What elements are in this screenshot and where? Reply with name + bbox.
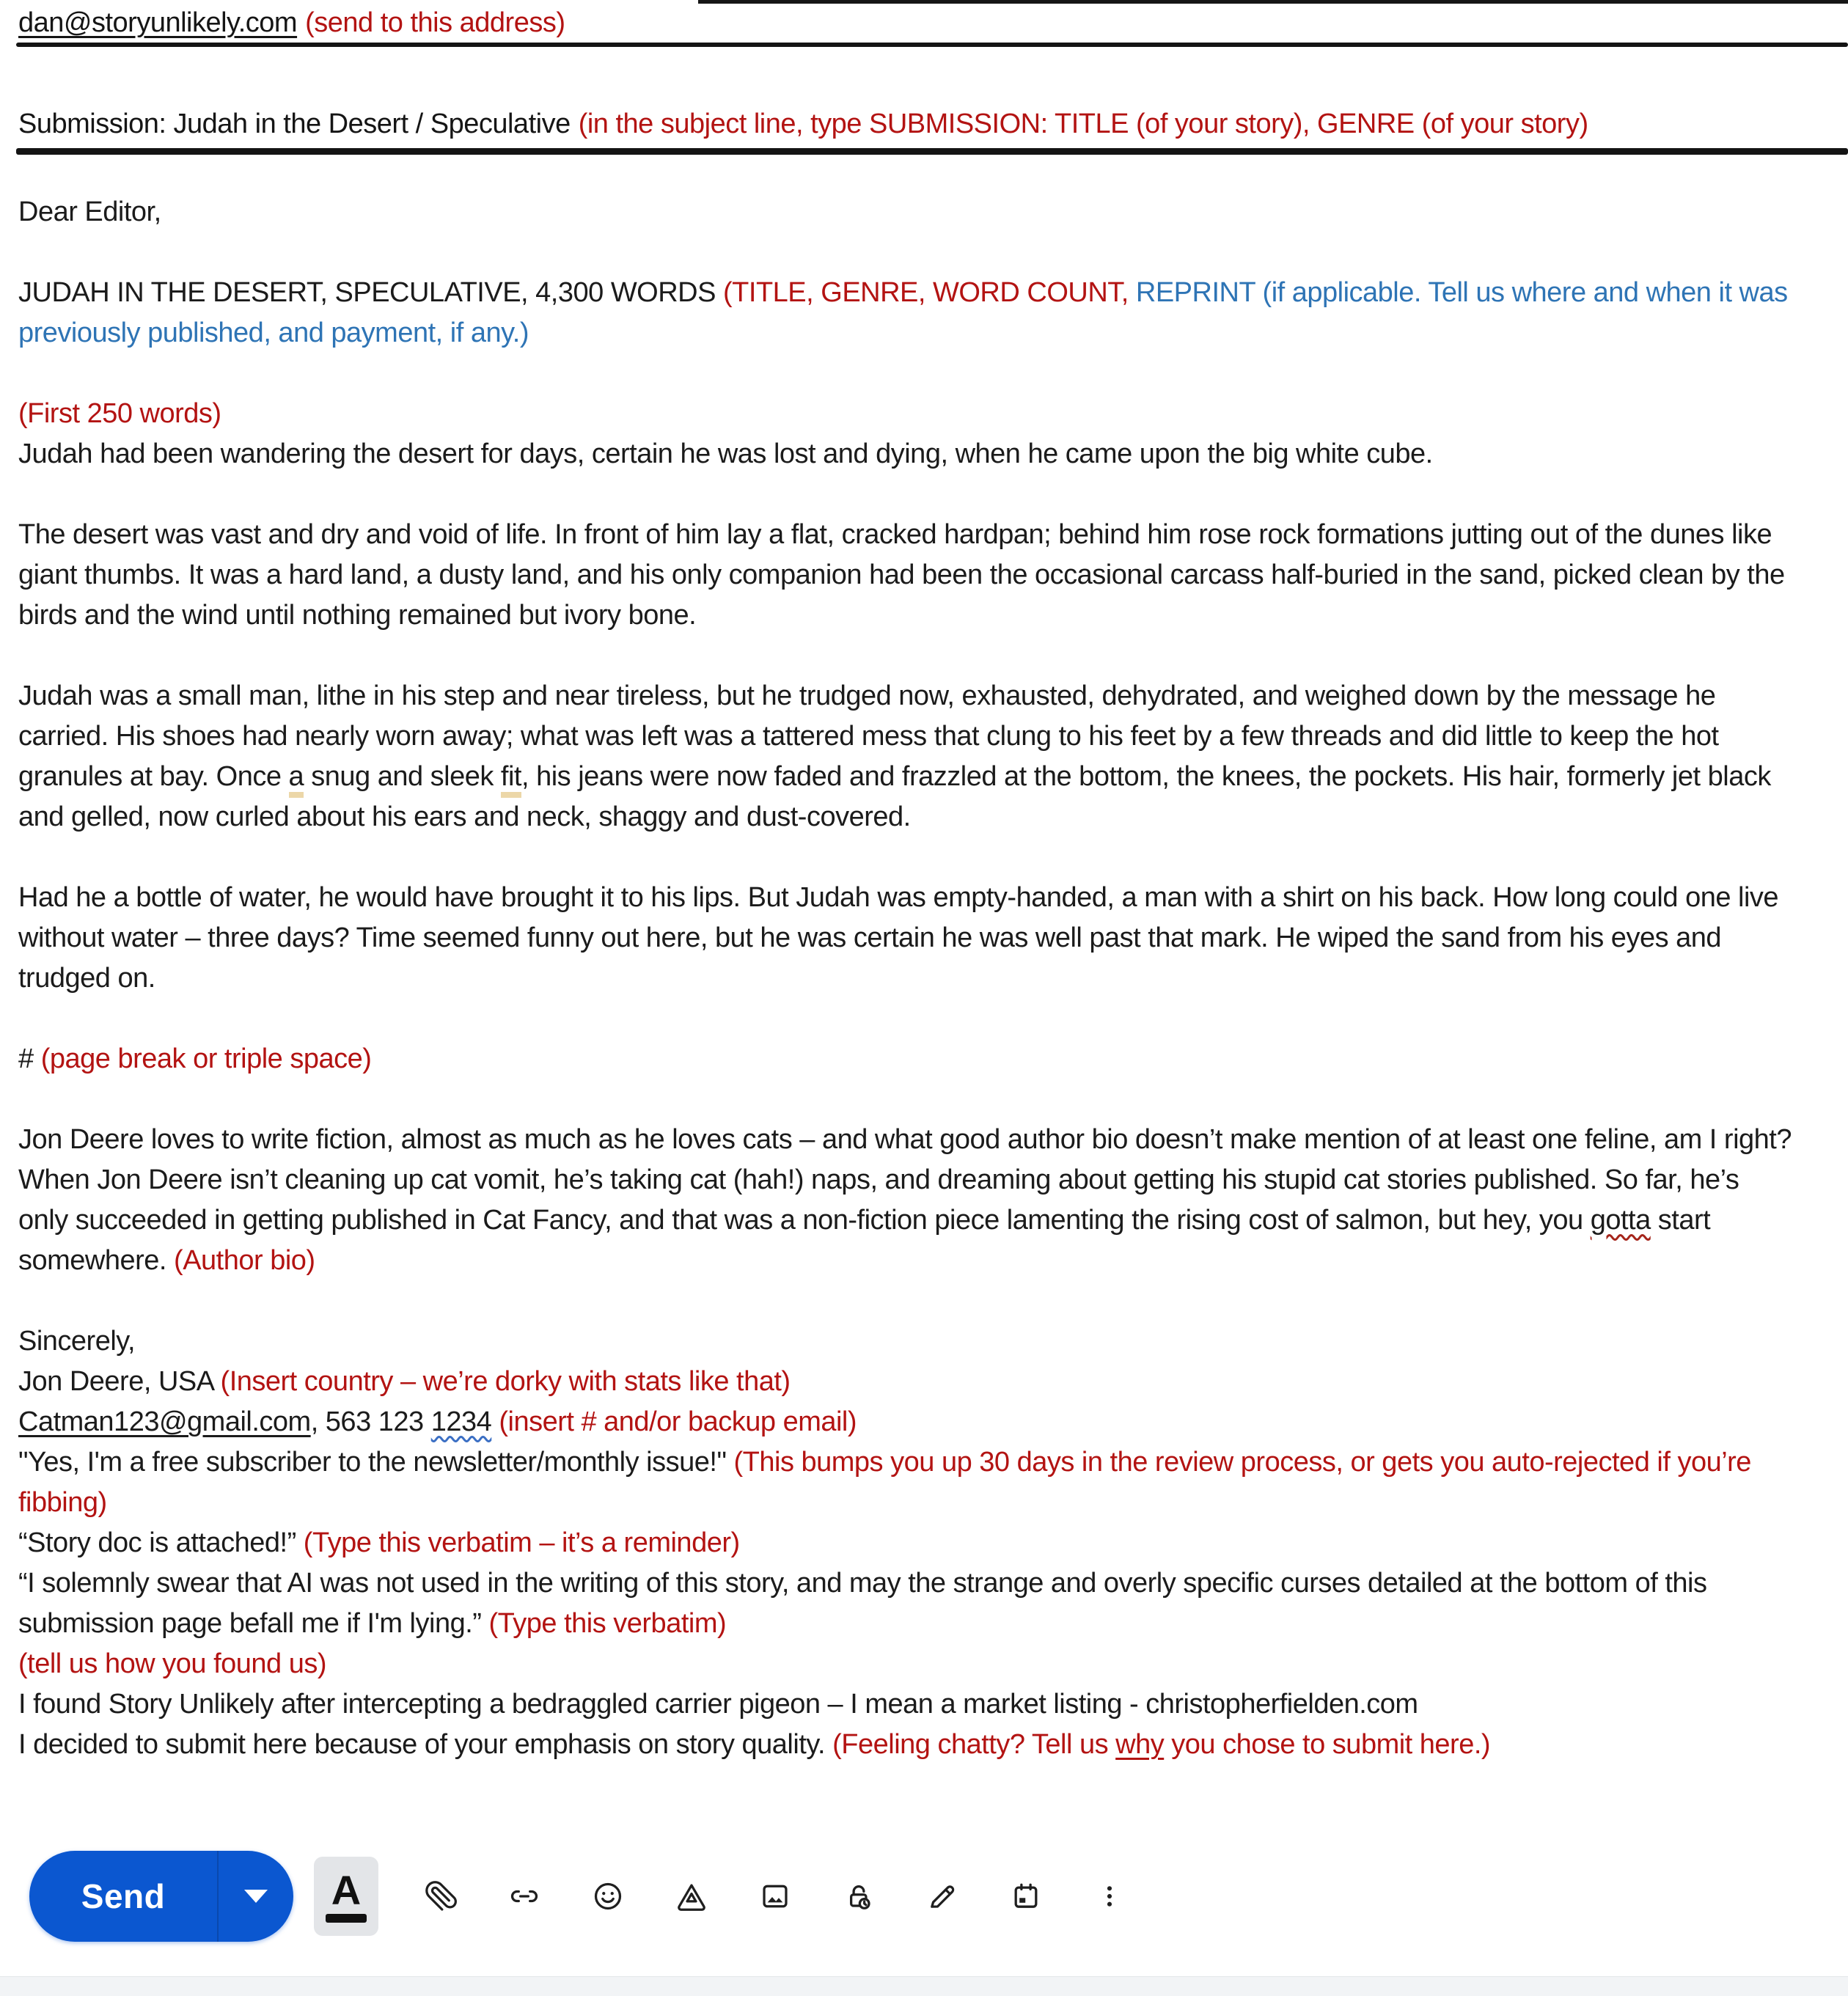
body-paragraph	[18, 1523, 1793, 1563]
text-run: (Author bio)	[174, 1245, 315, 1276]
image-icon	[758, 1879, 792, 1913]
text-run: (Type this verbatim – it’s a reminder)	[303, 1527, 740, 1558]
text-run: Had he a bottle of water, he would have brought it to his lips. But Judah was empty-handed, a man with a shirt on his back. How long could one live without water – three days? Time seemed funny out here, but he was certain he was well past that mark. He wiped the sand from his eyes and trudged on.	[18, 882, 1779, 994]
to-field-annotation: (send to this address)	[305, 7, 565, 38]
insert-signature-button[interactable]	[921, 1865, 964, 1927]
set-up-meeting-button[interactable]	[1005, 1865, 1047, 1927]
body-paragraph	[18, 192, 1793, 232]
calendar-icon	[1009, 1879, 1043, 1913]
body-paragraph	[18, 434, 1793, 474]
link-icon	[507, 1879, 541, 1913]
text-run: (insert # and/or backup email)	[499, 1406, 857, 1437]
send-options-arrow-button[interactable]	[219, 1851, 293, 1942]
recipient-email: dan@storyunlikely.com	[18, 7, 298, 38]
text-run: (First 250 words)	[18, 398, 221, 429]
format-text-icon: A	[326, 1870, 367, 1923]
body-paragraph	[18, 1120, 1793, 1281]
body-paragraph	[18, 1442, 1793, 1523]
window-bottom-strip	[0, 1976, 1848, 1996]
insert-photo-button[interactable]	[754, 1865, 796, 1927]
text-run: snug and sleek	[304, 761, 501, 792]
dropdown-triangle-icon	[244, 1890, 268, 1903]
text-run: I found Story Unlikely after intercepting a bedraggled carrier pigeon – I mean a market listing - christopherfielden.com	[18, 1689, 1418, 1720]
text-run: JUDAH IN THE DESERT, SPECULATIVE, 4,300 WORDS	[18, 277, 724, 308]
text-run: Judah had been wandering the desert for days, certain he was lost and dying, when he came upon the big white cube.	[18, 439, 1433, 469]
to-field-divider	[16, 43, 1848, 47]
body-paragraph	[18, 1644, 1793, 1684]
text-run: gotta	[1590, 1205, 1651, 1236]
body-paragraph	[18, 394, 1793, 434]
text-run: The desert was vast and dry and void of life. In front of him lay a flat, cracked hardpan; behind him rose rock formations jutting out of the dunes like giant thumbs. It was a hard land, a dusty land, and his only companion had been the occasional carcass half-buried in the sand, picked clean by the birds and the wind until nothing remained but ivory bone.	[18, 519, 1785, 631]
send-button[interactable]: Send	[29, 1851, 217, 1942]
drive-icon	[675, 1879, 708, 1913]
body-paragraph	[18, 676, 1793, 837]
text-run: "Yes, I'm a free subscriber to the newsletter/monthly issue!"	[18, 1447, 734, 1478]
paperclip-icon	[424, 1879, 458, 1913]
text-run: #	[18, 1043, 41, 1074]
body-paragraph	[18, 1039, 1793, 1079]
body-paragraph	[18, 273, 1793, 353]
body-paragraph	[18, 878, 1793, 999]
compose-toolbar	[29, 1849, 1131, 1943]
emoji-smiley-icon	[591, 1879, 625, 1913]
body-paragraph	[18, 1402, 1793, 1442]
body-paragraph	[18, 1684, 1793, 1725]
text-run: REPRINT (if applicable. Tell us where and when it was previously published, and payment, if any.)	[18, 277, 1788, 348]
text-run: , 563 123	[310, 1406, 431, 1437]
text-run: a	[289, 761, 304, 798]
pen-icon	[925, 1879, 959, 1913]
text-run: “Story doc is attached!”	[18, 1527, 304, 1558]
text-run: 1234	[430, 1406, 492, 1437]
body-paragraph	[18, 1563, 1793, 1644]
lock-clock-icon	[842, 1879, 876, 1913]
formatting-options-button[interactable]	[314, 1857, 378, 1936]
text-run: , his jeans were now faded and frazzled at the bottom, the knees, the pockets. His hair, formerly jet black and gelled, now curled about his ears and neck, shaggy and dust-covered.	[18, 761, 1771, 832]
insert-emoji-button[interactable]	[587, 1865, 629, 1927]
text-run: I decided to submit here because of your emphasis on story quality.	[18, 1729, 833, 1760]
subject-field-divider	[16, 148, 1848, 155]
text-run: fit	[501, 761, 521, 798]
subject-field[interactable]	[18, 109, 1826, 140]
send-button-group	[29, 1851, 293, 1942]
body-paragraph	[18, 515, 1793, 636]
text-run: Jon Deere loves to write fiction, almost as much as he loves cats – and what good author bio doesn’t make mention of at least one feline, am I right? When Jon Deere isn’t cleaning up cat vomit, he’s taking cat (hah!) naps, and dreaming about getting his stupid cat stories published. So far, he’s only succeeded in getting published in Cat Fancy, and that was a non-fiction piece lamenting the rising cost of salmon, but hey, you	[18, 1124, 1792, 1236]
text-run: (tell us how you found us)	[18, 1648, 327, 1679]
more-options-button[interactable]	[1088, 1865, 1131, 1927]
attach-file-button[interactable]	[419, 1865, 462, 1927]
body-paragraph	[18, 1321, 1793, 1362]
text-run: why	[1115, 1729, 1165, 1760]
text-run: you chose to submit here.)	[1164, 1729, 1491, 1760]
email-body[interactable]	[18, 192, 1793, 1765]
text-run: Jon Deere, USA	[18, 1366, 221, 1397]
text-run: (page break or triple space)	[40, 1043, 372, 1074]
insert-from-drive-button[interactable]	[670, 1865, 713, 1927]
body-paragraph	[18, 1725, 1793, 1765]
text-run: (Insert country – we’re dorky with stats like that)	[220, 1366, 791, 1397]
body-paragraph	[18, 1362, 1793, 1402]
subject-annotation: (in the subject line, type SUBMISSION: TITLE (of your story), GENRE (of your story)	[578, 109, 1588, 139]
text-run	[491, 1406, 499, 1437]
more-vert-icon	[1093, 1879, 1126, 1913]
text-run: Judah was a small man, lithe in his step and near tireless, but he trudged now, exhausted, dehydrated, and weighed down by the message he carried. His shoes had nearly worn away; what was left was a tattered mess that clung to his feet by a few threads and did little to keep the hot granules at bay. Once	[18, 680, 1719, 792]
text-run: (Type this verbatim)	[488, 1608, 727, 1639]
text-run: (This bumps you up 30 days in the review process, or gets you auto-rejected if you’re fibbing)	[18, 1447, 1751, 1518]
text-run: “I solemnly swear that AI was not used in the writing of this story, and may the strange and overly specific curses detailed at the bottom of this submission page befall me if I'm lying.”	[18, 1568, 1707, 1639]
insert-link-button[interactable]	[503, 1865, 546, 1927]
text-run: (Feeling chatty? Tell us	[832, 1729, 1116, 1760]
confidential-mode-button[interactable]	[837, 1865, 880, 1927]
text-run: Catman123@gmail.com	[18, 1406, 311, 1437]
text-run: (TITLE, GENRE, WORD COUNT,	[723, 277, 1129, 308]
to-field[interactable]	[18, 7, 1826, 39]
window-top-border	[698, 0, 1848, 4]
subject-text: Submission: Judah in the Desert / Speculative	[18, 109, 571, 139]
text-run: Sincerely,	[18, 1326, 136, 1357]
text-run: start somewhere.	[18, 1205, 1711, 1276]
text-run: Dear Editor,	[18, 197, 161, 227]
